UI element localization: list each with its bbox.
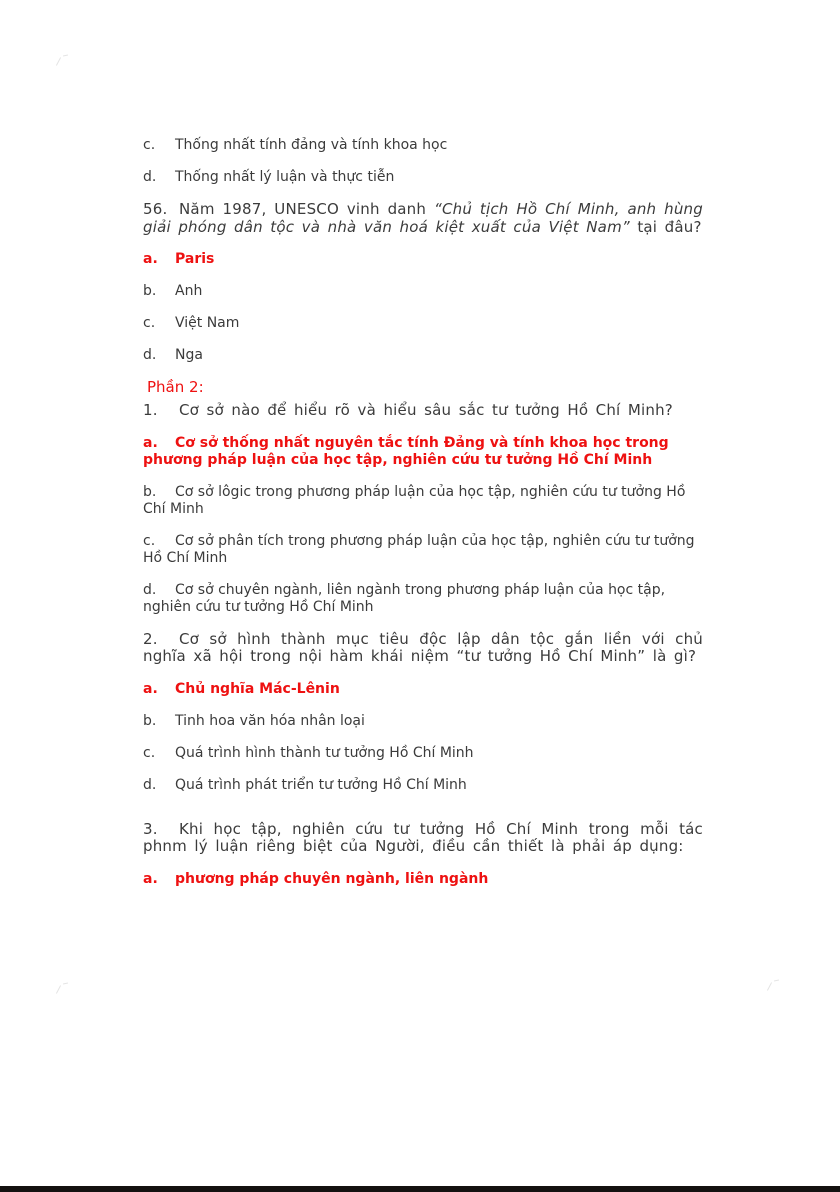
option-text: Cơ sở chuyên ngành, liên ngành trong phương pháp luận của học tập, nghiên cứu tư tưởng Hồ Chí Minh [143, 581, 666, 615]
option-label: b. [143, 483, 157, 500]
option-text: Anh [175, 283, 203, 299]
answer-option [143, 582, 703, 616]
option-label: c. [143, 744, 156, 761]
option-label: a. [143, 680, 158, 697]
option-text: Cơ sở thống nhất nguyên tắc tính Đảng và tính khoa học trong phương pháp luận của học tập, nghiên cứu tư tưởng Hồ Chí Minh [143, 434, 669, 468]
option-text: Thống nhất lý luận và thực tiễn [175, 169, 395, 185]
answer-option [143, 283, 703, 300]
question-text: Năm 1987, UNESCO vinh danh [179, 200, 434, 218]
answer-option [143, 713, 703, 730]
scan-artifact-mark [766, 980, 780, 994]
answer-option [143, 347, 703, 364]
answer-option [143, 745, 703, 762]
option-text: Quá trình phát triển tư tưởng Hồ Chí Minh [175, 776, 467, 793]
question-number: 3. [143, 819, 158, 838]
scan-artifact-mark [55, 55, 69, 69]
option-text: Tinh hoa văn hóa nhân loại [175, 712, 365, 729]
question-3 [143, 821, 703, 856]
option-text: Paris [175, 251, 215, 267]
answer-option [143, 137, 703, 154]
option-label: c. [143, 532, 156, 549]
option-text: phương pháp chuyên ngành, liên ngành [175, 870, 489, 887]
answer-option-correct [143, 871, 703, 888]
question-number: 2. [143, 629, 158, 648]
option-label: b. [143, 712, 157, 729]
option-text: Cơ sở lôgic trong phương pháp luận của học tập, nghiên cứu tư tưởng Hồ Chí Minh [143, 483, 686, 517]
document-content [143, 137, 703, 903]
option-label: d. [143, 169, 157, 185]
question-text: Cơ sở nào để hiểu rõ và hiểu sâu sắc tư tưởng Hồ Chí Minh? [179, 401, 673, 419]
option-label: d. [143, 347, 157, 363]
question-quote: “Chủ tịch Hồ Chí Minh, anh hùng giải phóng dân tộc và nhà văn hoá kiệt xuất của Việt Nam” [143, 200, 703, 236]
answer-option-correct [143, 435, 703, 469]
option-label: a. [143, 434, 158, 451]
option-label: c. [143, 137, 156, 153]
option-label: b. [143, 283, 157, 299]
option-text: Nga [175, 347, 203, 363]
answer-option-correct [143, 681, 703, 698]
scan-artifact-mark [55, 983, 69, 997]
section-heading: Phần 2: [147, 378, 204, 396]
answer-option [143, 777, 703, 794]
question-text: Khi học tập, nghiên cứu tư tưởng Hồ Chí Minh trong mỗi tác phnm lý luận riêng biệt của Người, điều cần thiết là phải áp dụng: [143, 819, 703, 855]
option-label: c. [143, 315, 156, 331]
answer-option [143, 169, 703, 186]
question-1 [143, 402, 703, 420]
option-text: Cơ sở phân tích trong phương pháp luận của học tập, nghiên cứu tư tưởng Hồ Chí Minh [143, 532, 695, 566]
option-text: Việt Nam [175, 315, 240, 331]
option-label: a. [143, 870, 158, 887]
option-text: Chủ nghĩa Mác-Lênin [175, 680, 340, 697]
question-text: tại đâu? [629, 217, 702, 236]
page-bottom-bar [0, 1186, 840, 1192]
question-number: 1. [143, 401, 158, 419]
option-label: d. [143, 776, 157, 793]
question-text: Cơ sở hình thành mục tiêu độc lập dân tộc gắn liền với chủ nghĩa xã hội trong nội hàm khái niệm “tư tưởng Hồ Chí Minh” là gì? [143, 629, 703, 665]
answer-option [143, 315, 703, 332]
option-text: Thống nhất tính đảng và tính khoa học [175, 137, 448, 153]
question-number: 56. [143, 200, 168, 218]
option-label: d. [143, 581, 157, 598]
option-label: a. [143, 251, 158, 267]
answer-option [143, 533, 703, 567]
question-2 [143, 631, 703, 666]
question-56 [143, 201, 703, 236]
answer-option-correct [143, 251, 703, 268]
answer-option [143, 484, 703, 518]
option-text: Quá trình hình thành tư tưởng Hồ Chí Minh [175, 744, 474, 761]
